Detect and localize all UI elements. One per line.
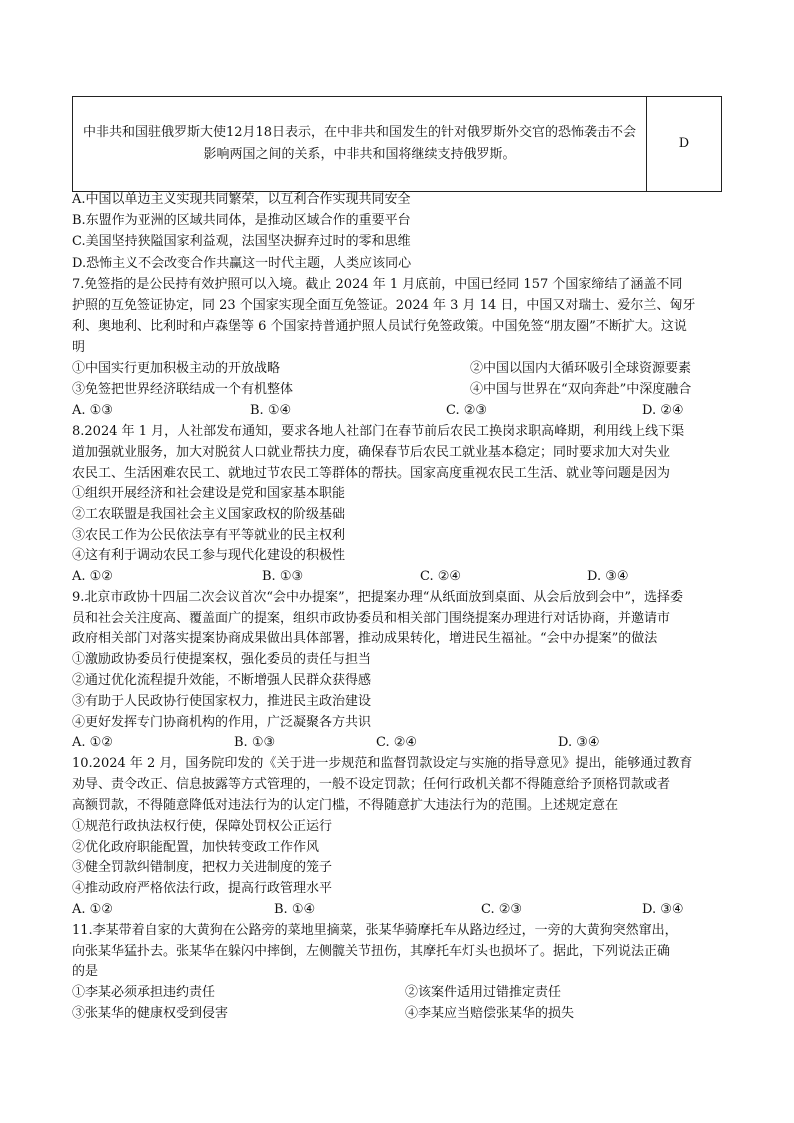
q8-stem-line: 8.2024 年 1 月，人社部发布通知，要求各地人社部门在春节前后农民工换岗求职高峰期，利用线上线下渠: [72, 424, 685, 439]
q11-stem-line: 向张某华猛扑去。张某华在躲闪中摔倒，左侧髋关节扭伤，其摩托车灯头也损坏了。据此，下列说法正确: [72, 944, 671, 959]
q8-item-1: ①组织开展经济和社会建设是党和国家基本职能: [72, 486, 346, 501]
q6-option-c: C.美国坚持狭隘国家利益观，法国坚决摒弃过时的零和思维: [72, 234, 411, 249]
q8-stem-line: 农民工、生活困难农民工、就地过节农民工等群体的帮扶。国家高度重视农民工生活、就业等问题是因为: [72, 466, 671, 481]
q10-choice-a: A. ①②: [72, 902, 113, 917]
q9-choice-d: D. ③④: [558, 735, 600, 750]
q11-stem-line: 的是: [72, 964, 99, 979]
q9-item-4: ④更好发挥专门协商机构的作用，广泛凝聚各方共识: [72, 715, 372, 730]
q9-choice-b: B. ①③: [234, 735, 276, 750]
q11-item-4: ④李某应当赔偿张某华的损失: [405, 1006, 575, 1021]
q8-item-4: ④这有利于调动农民工参与现代化建设的积极性: [72, 548, 346, 563]
q6-option-b: B.东盟作为亚洲的区域共同体，是推动区域合作的重要平台: [72, 213, 411, 228]
q8-item-2: ②工农联盟是我国社会主义国家政权的阶级基础: [72, 507, 346, 522]
q10-item-2: ②优化政府职能配置，加快转变政工作作风: [72, 840, 320, 855]
q10-item-1: ①规范行政执法权行使，保障处罚权公正运行: [72, 819, 333, 834]
q10-choice-d: D. ③④: [642, 902, 684, 917]
q9-item-2: ②通过优化流程提升效能，不断增强人民群众获得感: [72, 673, 372, 688]
q7-stem-line: 7.免签指的是公民持有效护照可以入境。截止 2024 年 1 月底前，中国已经同 157 个国家缔结了涵盖不同: [72, 277, 683, 292]
q8-choice-d: D. ③④: [587, 569, 629, 584]
table-statement-cell: 中非共和国驻俄罗斯大使12月18日表示，在中非共和国发生的针对俄罗斯外交官的恐怖袭击不会影响两国之间的关系，中非共和国将继续支持俄罗斯。: [73, 97, 647, 192]
q7-choice-c: C. ②③: [446, 403, 488, 418]
q7-item-3: ③免签把世界经济联结成一个有机整体: [72, 382, 294, 397]
q10-choice-b: B. ①④: [274, 902, 316, 917]
q7-item-4: ④中国与世界在“双向奔赴”中深度融合: [470, 382, 692, 397]
q9-item-3: ③有助于人民政协行使国家权力，推进民主政治建设: [72, 694, 372, 709]
q9-stem-line: 政府相关部门对落实提案协商成果做出具体部署，推动成果转化，增进民生福祉。“会中办提案”的做法: [72, 631, 658, 646]
q9-stem-line: 9.北京市政协十四届二次会议首次“会中办提案”，把提案办理“从纸面放到桌面、从会后放到会中”，选择委: [72, 590, 683, 605]
q7-stem-line: 利、奥地利、比利时和卢森堡等 6 个国家持普通护照人员试行免签政策。中国免签“朋友圈”不断扩大。这说: [72, 319, 687, 334]
q9-item-1: ①激励政协委员行使提案权，强化委员的责任与担当: [72, 652, 372, 667]
q10-stem-line: 10.2024 年 2 月，国务院印发的《关于进一步规范和监督罚款设定与实施的指导意见》提出，能够通过教育: [72, 756, 693, 771]
q8-choice-b: B. ①③: [262, 569, 304, 584]
q9-stem-line: 员和社会关注度高、覆盖面广的提案，组织市政协委员和相关部门围绕提案办理进行对话协商，并邀请市: [72, 611, 671, 626]
q10-choice-c: C. ②③: [481, 902, 523, 917]
q11-item-1: ①李某必须承担违约责任: [72, 985, 216, 1000]
q9-choice-c: C. ②④: [376, 735, 418, 750]
q9-choice-a: A. ①②: [72, 735, 113, 750]
q7-choice-d: D. ②④: [642, 403, 684, 418]
answer-table: [72, 96, 722, 192]
q10-stem-line: 劝导、责令改正、信息披露等方式管理的，一般不设定罚款；任何行政机关都不得随意给予顶格罚款或者: [72, 777, 671, 792]
table-answer-cell: D: [647, 97, 722, 192]
q8-choice-a: A. ①②: [72, 569, 113, 584]
q7-item-1: ①中国实行更加积极主动的开放战略: [72, 361, 281, 376]
q7-stem-line: 护照的互免签证协定，同 23 个国家实现全面互免签证。2024 年 3 月 14 日，中国又对瑞士、爱尔兰、匈牙: [72, 298, 696, 313]
q6-option-a: A.中国以单边主义实现共同繁荣，以互利合作实现共同安全: [72, 192, 411, 207]
q11-item-3: ③张某华的健康权受到侵害: [72, 1006, 229, 1021]
q10-stem-line: 高额罚款，不得随意降低对违法行为的认定门槛，不得随意扩大违法行为的范围。上述规定意在: [72, 798, 619, 813]
table-row: [73, 97, 722, 192]
q11-item-2: ②该案件适用过错推定责任: [405, 985, 562, 1000]
q7-choice-b: B. ①④: [250, 403, 292, 418]
q8-stem-line: 道加强就业服务，加大对脱贫人口就业帮扶力度，确保春节后农民工就业基本稳定；同时要求加大对失业: [72, 445, 671, 460]
q6-option-d: D.恐怖主义不会改变合作共赢这一时代主题，人类应该同心: [72, 256, 412, 271]
q11-stem-line: 11.李某带着自家的大黄狗在公路旁的菜地里摘菜，张某华骑摩托车从路边经过，一旁的大黄狗突然窜出，: [72, 923, 678, 938]
q8-choice-c: C. ②④: [420, 569, 462, 584]
q10-item-3: ③健全罚款纠错制度，把权力关进制度的笼子: [72, 860, 333, 875]
q7-item-2: ②中国以国内大循环吸引全球资源要素: [470, 361, 692, 376]
q10-item-4: ④推动政府严格依法行政，提高行政管理水平: [72, 881, 333, 896]
q7-choice-a: A. ①③: [72, 403, 113, 418]
q8-item-3: ③农民工作为公民依法享有平等就业的民主权利: [72, 528, 346, 543]
q7-stem-line: 明: [72, 340, 86, 355]
